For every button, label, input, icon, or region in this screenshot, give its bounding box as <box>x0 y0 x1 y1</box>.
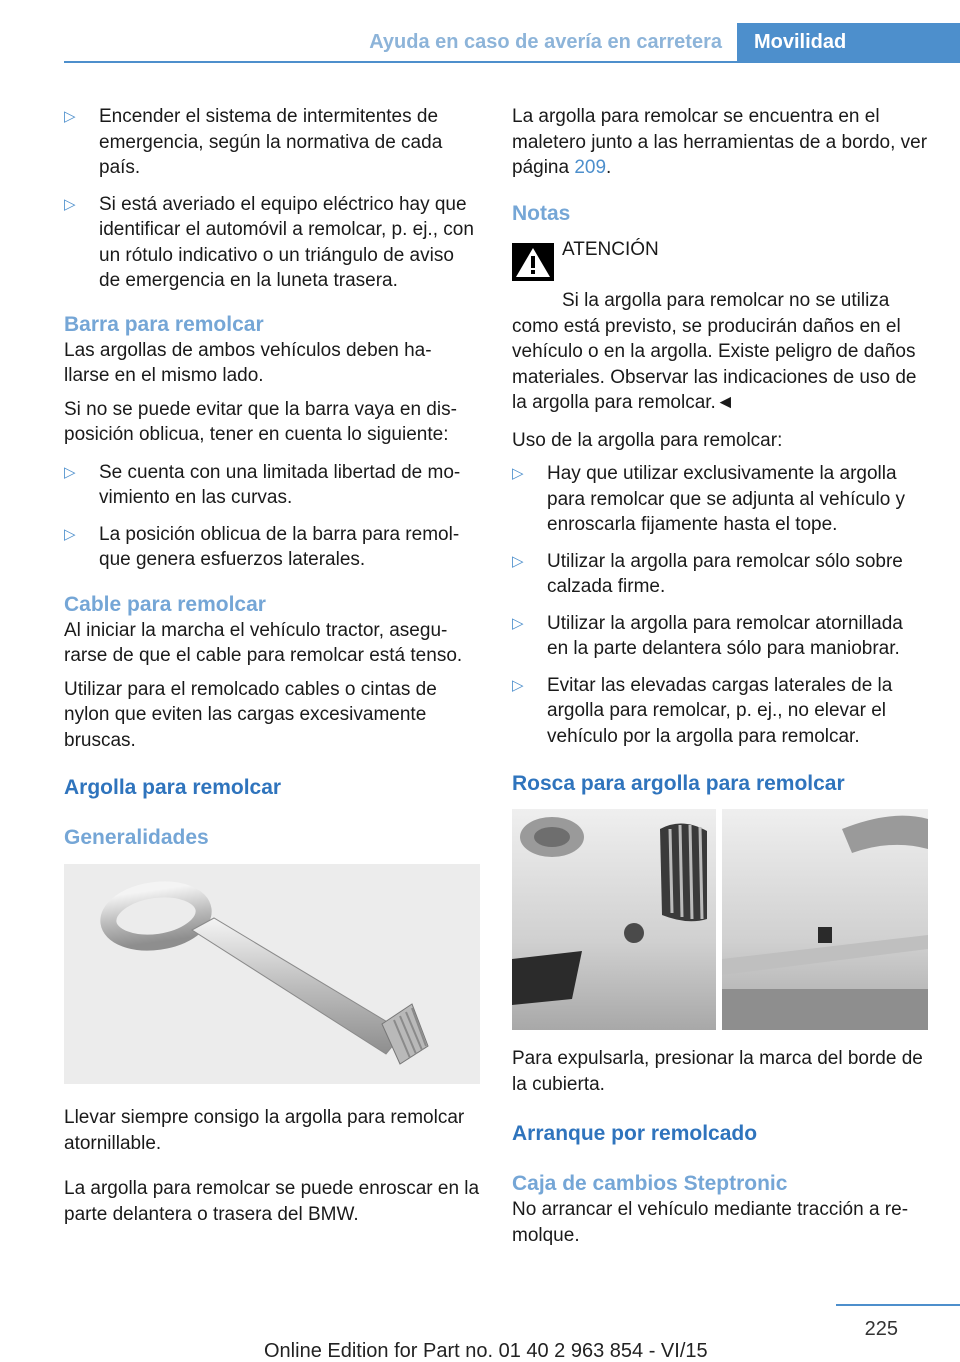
footer-edition: Online Edition for Part no. 01 40 2 963 854 - VI/15 <box>264 1340 708 1362</box>
triangle-right-bullet-icon: ▷ <box>64 108 76 125</box>
triangle-right-bullet-icon: ▷ <box>64 195 76 213</box>
left-column <box>64 104 480 1239</box>
paragraph: Utilizar para el remolcado cables o cintas de nylon que eviten las cargas excesivamente bruscas. <box>64 678 437 751</box>
paragraph-text: La argolla para remolcar se encuentra en el maletero junto a las herramientas de a bordo, ver página <box>512 106 928 178</box>
page-link[interactable]: 209 <box>574 157 607 178</box>
header-section-title: Ayuda en caso de avería en carretera <box>369 31 722 53</box>
header-chapter-tab[interactable]: Movilidad <box>737 23 960 62</box>
paragraph-text: . <box>606 157 612 178</box>
list-item-text: Encender el sistema de intermitentes de emergencia, según la normativa de cada país. <box>99 106 443 178</box>
tow-hook-illustration <box>64 864 480 1084</box>
list-item <box>512 673 928 750</box>
section-heading-arranque: Arranque por remolcado <box>512 1122 758 1145</box>
list-item-text: Evitar las elevadas cargas laterales de la argolla para remolcar, p. ej., no elevar el vehículo por la argolla para remolcar. <box>547 674 893 747</box>
paragraph: Para expulsarla, presionar la marca del borde de la cubierta. <box>512 1048 923 1095</box>
triangle-right-bullet-icon: ▷ <box>512 465 524 482</box>
list-item <box>64 104 480 181</box>
list-item <box>512 461 928 538</box>
bumper-photo <box>512 809 928 1030</box>
subheading-caja: Caja de cambios Steptronic <box>512 1172 788 1195</box>
paragraph <box>512 104 928 181</box>
section-heading-cable: Cable para remolcar <box>64 592 266 616</box>
paragraph: Uso de la argolla para remolcar: <box>512 429 783 451</box>
list-item-text: Se cuenta con una limitada libertad de mo- vimiento en las curvas. <box>99 461 461 508</box>
list-item-text: La posición oblicua de la barra para remol- que genera esfuerzos laterales. <box>99 523 460 570</box>
section-heading-notas: Notas <box>512 201 571 225</box>
warning-triangle-icon <box>512 237 562 289</box>
triangle-right-bullet-icon: ▷ <box>512 676 524 694</box>
triangle-right-bullet-icon: ▷ <box>512 552 524 570</box>
list-item <box>64 460 480 511</box>
subheading-generalidades: Generalidades <box>64 826 209 849</box>
section-heading-rosca: Rosca para argolla para remolcar <box>512 772 845 795</box>
warning-title: ATENCIÓN <box>562 238 659 260</box>
list-item <box>512 549 928 600</box>
paragraph: Llevar siempre consigo la argolla para remolcar atornillable. <box>64 1107 465 1154</box>
page-number: 225 <box>864 1318 898 1340</box>
right-column <box>512 104 928 1260</box>
paragraph: Las argollas de ambos vehículos deben ha- llarse en el mismo lado. <box>64 339 432 386</box>
list-item-text: Si está averiado el equipo eléctrico hay que identificar el automóvil a remolcar, p. ej., con un rótulo indicativo o un triángulo de aviso de emergencia en la luneta trasera. <box>99 193 474 291</box>
list-item-text: Utilizar la argolla para remolcar atornillada en la parte delantera sólo para maniobrar. <box>547 612 903 659</box>
list-item-text: Utilizar la argolla para remolcar sólo sobre calzada firme. <box>547 550 903 597</box>
section-heading-barra: Barra para remolcar <box>64 312 264 336</box>
footer-divider <box>836 1304 960 1306</box>
warning-text <box>512 288 928 416</box>
bumper-image <box>512 809 928 1030</box>
paragraph: La argolla para remolcar se puede enroscar en la parte delantera o trasera del BMW. <box>64 1178 480 1225</box>
paragraph: Si no se puede evitar que la barra vaya en dis- posición oblicua, tener en cuenta lo siguiente: <box>64 398 457 445</box>
triangle-right-bullet-icon: ▷ <box>64 463 76 481</box>
paragraph: Al iniciar la marcha el vehículo tractor, asegu- rarse de que el cable para remolcar está tenso. <box>64 619 463 666</box>
header-divider <box>64 61 960 63</box>
list-item <box>512 611 928 662</box>
list-item <box>64 192 480 294</box>
triangle-right-bullet-icon: ▷ <box>512 614 524 632</box>
triangle-right-bullet-icon: ▷ <box>64 525 76 543</box>
list-item <box>64 522 480 573</box>
warning-block <box>512 237 928 289</box>
section-heading-argolla: Argolla para remolcar <box>64 776 282 799</box>
warning-text-body: Si la argolla para remolcar no se utiliza como está previsto, se producirán daños en el vehículo o en la argolla. Existe peligro de daños materiales. Observar las indicaciones de uso de la argolla para remolcar.◄ <box>512 290 917 413</box>
tow-hook-image <box>64 864 480 1084</box>
list-item-text: Hay que utilizar exclusivamente la argolla para remolcar que se adjunta al vehículo y enroscarla fijamente hasta el tope. <box>547 463 906 535</box>
paragraph: No arrancar el vehículo mediante tracción a re- molque. <box>512 1199 909 1246</box>
